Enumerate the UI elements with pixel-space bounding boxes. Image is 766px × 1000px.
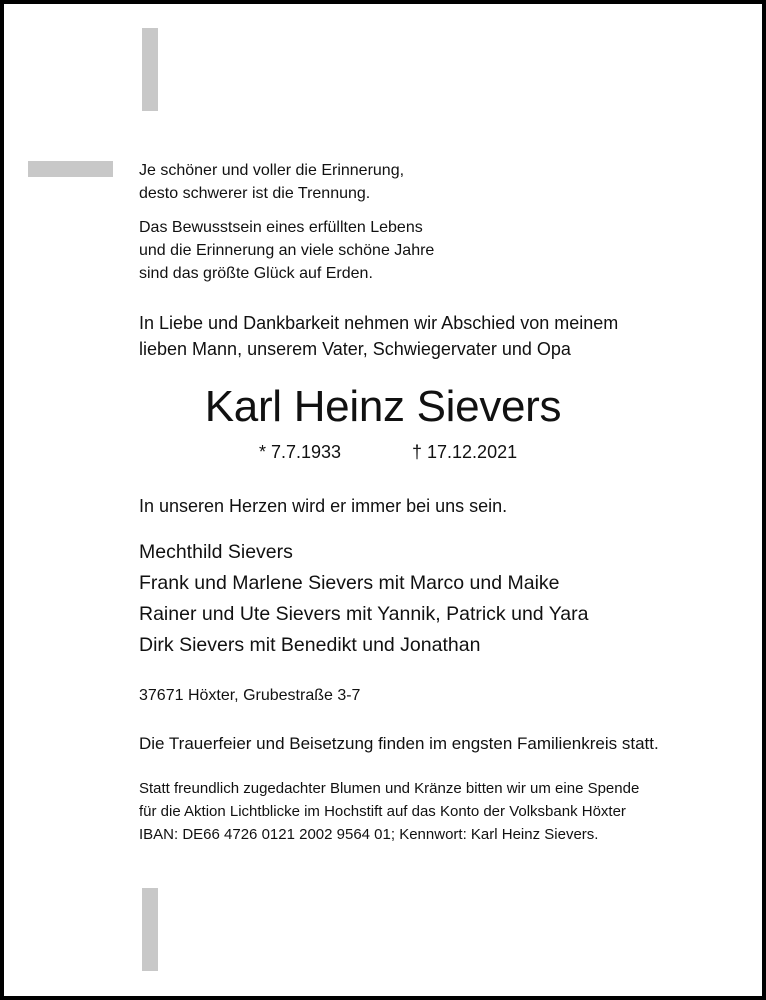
birth-date: * 7.7.1933 (259, 442, 342, 462)
decorative-bar-top (142, 28, 158, 111)
mourner-line: Mechthild Sievers (139, 541, 293, 563)
intro-line: lieben Mann, unserem Vater, Schwiegervater und Opa (139, 339, 571, 359)
decorative-bar-bottom (142, 888, 158, 971)
mourner-line: Frank und Marlene Sievers mit Marco und Maike (139, 572, 560, 594)
deceased-name: Karl Heinz Sievers (204, 382, 562, 431)
quote-line: Je schöner und voller die Erinnerung, (139, 162, 405, 179)
intro-line: In Liebe und Dankbarkeit nehmen wir Abschied von meinem (139, 313, 619, 333)
quote-line: desto schwerer ist die Trennung. (139, 185, 371, 202)
donation-line: Statt freundlich zugedachter Blumen und Kränze bitten wir um eine Spende (139, 780, 640, 797)
death-date: † 17.12.2021 (412, 442, 518, 462)
closing-line: In unseren Herzen wird er immer bei uns sein. (139, 496, 508, 516)
mourner-line: Dirk Sievers mit Benedikt und Jonathan (139, 634, 481, 656)
funeral-note: Die Trauerfeier und Beisetzung finden im engsten Familienkreis statt. (139, 734, 659, 753)
mourner-line: Rainer und Ute Sievers mit Yannik, Patrick und Yara (139, 603, 589, 625)
address: 37671 Höxter, Grubestraße 3-7 (139, 687, 361, 704)
donation-line: für die Aktion Lichtblicke im Hochstift auf das Konto der Volksbank Höxter (139, 803, 626, 820)
decorative-bar-left (28, 161, 113, 177)
quote-line: Das Bewusstsein eines erfüllten Lebens (139, 219, 423, 236)
quote-line: und die Erinnerung an viele schöne Jahre (139, 242, 435, 259)
quote-line: sind das größte Glück auf Erden. (139, 265, 373, 282)
donation-line: IBAN: DE66 4726 0121 2002 9564 01; Kennwort: Karl Heinz Sievers. (139, 826, 599, 843)
